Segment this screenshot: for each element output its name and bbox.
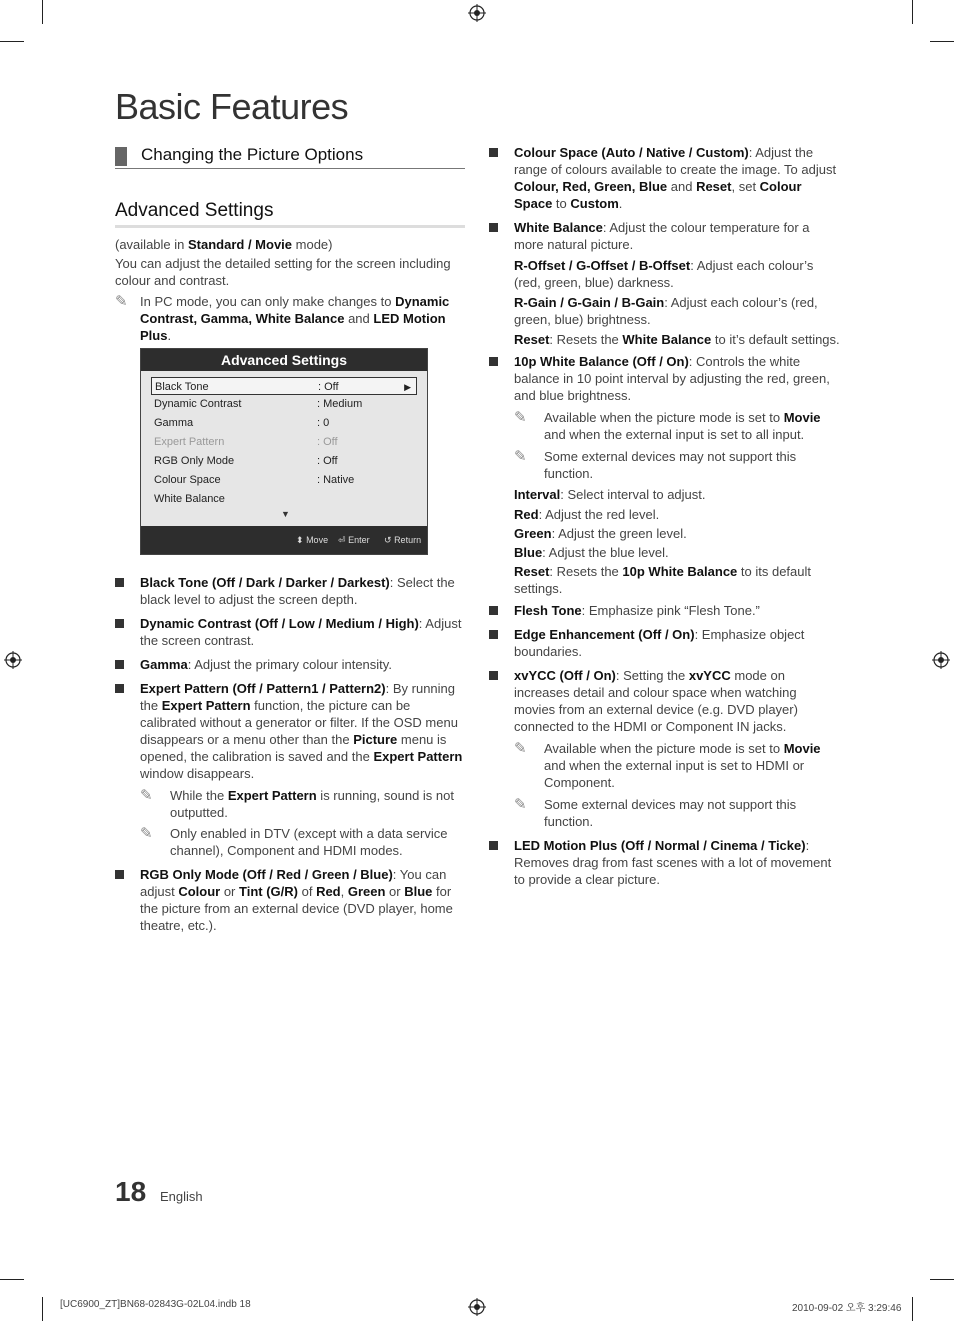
osd-menu — [140, 348, 428, 555]
list-item-dynamic-contrast — [115, 615, 465, 649]
section-title: Changing the Picture Options — [141, 145, 364, 164]
text-bold: Expert Pattern — [161, 698, 251, 713]
text: Only enabled in DTV (except with a data service channel), Component and HDMI modes. — [170, 826, 448, 858]
text-bold: Tint (G/R) — [239, 884, 298, 899]
page-number: 18 — [115, 1176, 147, 1207]
text-bold: R-Offset / G-Offset / B-Offset — [514, 258, 691, 273]
osd-title: Advanced Settings — [141, 349, 427, 371]
text: . — [618, 196, 623, 211]
text: to its default settings. — [514, 564, 811, 596]
text: of — [297, 884, 317, 899]
bullet-square-icon — [115, 684, 124, 693]
item-title: Colour Space (Auto / Native / Custom) — [514, 145, 749, 160]
text: , — [340, 884, 348, 899]
wb-reset — [489, 331, 841, 348]
text: : Adjust the blue level. — [542, 545, 669, 560]
osd-row-label: Dynamic Contrast — [154, 398, 242, 410]
text-bold: Movie — [783, 741, 821, 756]
osd-row-black-tone[interactable] — [151, 377, 417, 395]
xvycc-note-2 — [514, 796, 841, 830]
text: : Resets the — [549, 332, 623, 347]
text-bold: Colour Space — [514, 179, 802, 211]
item-title: Dynamic Contrast (Off / Low / Medium / High) — [140, 616, 419, 631]
text-bold: Interval — [514, 487, 561, 502]
list-item-expert-pattern — [115, 680, 465, 782]
text-bold: Expert Pattern — [373, 749, 463, 764]
expert-pattern-note-1 — [140, 787, 465, 821]
text: While the — [170, 788, 228, 803]
text: mode on increases detail and colour space when watching movies from an external device (e.g. DVD player) connected to the HDMI or Component IN jacks. — [514, 668, 798, 734]
text-bold: Dynamic Contrast, Gamma, White Balance — [140, 294, 450, 326]
list-item-10p-white-balance — [489, 353, 841, 404]
crop-mark — [42, 1297, 43, 1321]
list-item-black-tone — [115, 574, 465, 608]
text: : Setting the — [615, 668, 689, 683]
wb10p-interval — [489, 486, 841, 503]
page-title: Basic Features — [115, 86, 349, 127]
text-bold: LED Motion Plus — [140, 311, 446, 343]
enter-hint — [338, 535, 370, 546]
osd-row-rgb-only-mode[interactable] — [151, 452, 417, 470]
text: to it’s default settings. — [711, 332, 840, 347]
registration-mark-icon — [932, 651, 950, 669]
item-title: xvYCC (Off / On) — [514, 668, 616, 683]
item-text: : Select the black level to adjust the screen depth. — [140, 575, 455, 607]
text-bold: Blue — [514, 545, 543, 560]
osd-row-label: Expert Pattern — [154, 436, 225, 448]
wb10p-red — [489, 506, 841, 523]
crop-mark — [0, 1279, 24, 1280]
osd-row-colour-space[interactable] — [151, 471, 417, 489]
wb10p-blue — [489, 544, 841, 561]
text: and when the external input is set to HDMI or Component. — [544, 758, 805, 790]
bullet-square-icon — [489, 671, 498, 680]
text-bold: Red — [316, 884, 341, 899]
osd-row-label: Colour Space — [154, 474, 221, 486]
osd-row-white-balance[interactable] — [151, 490, 417, 508]
crop-mark — [930, 41, 954, 42]
text: : Resets the — [549, 564, 623, 579]
text: mode) — [292, 237, 333, 252]
move-label: Move — [306, 535, 329, 545]
text: and — [667, 179, 697, 194]
text-bold: Expert Pattern — [227, 788, 317, 803]
text: : Adjust each colour’s (red, green, blue) darkness. — [514, 258, 814, 290]
osd-row-value: : Medium — [317, 398, 363, 410]
osd-row-value: : Off — [317, 436, 338, 448]
text: : By running the — [140, 681, 455, 713]
crop-mark — [0, 41, 24, 42]
bullet-square-icon — [489, 841, 498, 850]
list-item-rgb-only-mode — [115, 866, 465, 934]
updown-arrow-icon: ⬍ — [296, 535, 304, 545]
section-header — [115, 144, 465, 169]
item-title: LED Motion Plus (Off / Normal / Cinema / Ticke) — [514, 838, 806, 853]
wb-offset — [489, 257, 841, 291]
text-bold: Green — [514, 526, 552, 541]
text: or — [385, 884, 405, 899]
text: . — [167, 328, 172, 343]
crop-mark — [930, 1279, 954, 1280]
pc-mode-note — [115, 293, 465, 344]
text: : Adjust the green level. — [551, 526, 687, 541]
item-title: RGB Only Mode (Off / Red / Green / Blue) — [140, 867, 393, 882]
text: : Adjust each colour’s (red, green, blue) brightness. — [514, 295, 818, 327]
pencil-note-icon: ✎ — [514, 740, 527, 757]
expert-pattern-note-2 — [140, 825, 465, 859]
text: : Adjust the red level. — [538, 507, 660, 522]
text-bold: Colour, Red, Green, Blue — [514, 179, 668, 194]
pencil-note-icon: ✎ — [514, 409, 527, 426]
text-bold: Movie — [783, 410, 821, 425]
list-item-edge-enhancement — [489, 626, 841, 660]
item-text: : Emphasize pink “Flesh Tone.” — [581, 603, 760, 618]
return-icon: ↺ — [384, 535, 392, 545]
text-bold: xvYCC — [688, 668, 731, 683]
crop-mark — [42, 0, 43, 24]
text: and when the external input is set to all input. — [544, 427, 805, 442]
osd-footer — [141, 526, 427, 554]
text: Some external devices may not support this function. — [544, 449, 797, 481]
text-bold: Blue — [404, 884, 433, 899]
list-item-gamma — [115, 656, 465, 673]
osd-row-label: White Balance — [154, 493, 225, 505]
item-title: White Balance — [514, 220, 603, 235]
osd-row-dynamic-contrast[interactable] — [151, 395, 417, 413]
text: menu is opened, the calibration is saved and the — [140, 732, 447, 764]
registration-mark-icon — [468, 4, 486, 22]
item-text: : Adjust the screen contrast. — [140, 616, 462, 648]
wb-gain — [489, 294, 841, 328]
pencil-note-icon: ✎ — [140, 787, 153, 804]
text-bold: White Balance — [622, 332, 712, 347]
item-text: : Adjust the colour temperature for a more natural picture. — [514, 220, 810, 252]
bullet-square-icon — [489, 148, 498, 157]
wb10p-note-1 — [514, 409, 841, 443]
wb10p-green — [489, 525, 841, 542]
return-label: Return — [394, 535, 422, 545]
text: Available when the picture mode is set to — [544, 741, 784, 756]
text: and — [344, 311, 374, 326]
item-text: : Adjust the primary colour intensity. — [187, 657, 392, 672]
item-text: : Emphasize object boundaries. — [514, 627, 805, 659]
bullet-square-icon — [489, 606, 498, 615]
availability-text — [115, 236, 465, 253]
right-column — [489, 144, 841, 888]
text: is running, sound is not outputted. — [170, 788, 454, 820]
text: Some external devices may not support this function. — [544, 797, 797, 829]
text: : Select interval to adjust. — [560, 487, 706, 502]
osd-row-gamma[interactable] — [151, 414, 417, 432]
osd-row-value: : Native — [317, 474, 355, 486]
return-hint — [384, 535, 421, 546]
text: or — [220, 884, 239, 899]
item-title: Expert Pattern (Off / Pattern1 / Pattern2) — [140, 681, 386, 696]
move-hint — [296, 535, 328, 546]
item-title: Gamma — [140, 657, 188, 672]
text-bold: Colour — [178, 884, 221, 899]
bullet-square-icon — [115, 619, 124, 628]
text-bold: Picture — [353, 732, 398, 747]
left-items — [115, 574, 465, 934]
bullet-square-icon — [115, 660, 124, 669]
text: Available when the picture mode is set to — [544, 410, 784, 425]
pencil-note-icon: ✎ — [514, 448, 527, 465]
bullet-square-icon — [489, 630, 498, 639]
registration-mark-icon — [4, 651, 22, 669]
enter-label: Enter — [348, 535, 370, 545]
crop-mark — [912, 0, 913, 24]
osd-row-label: Black Tone — [155, 381, 209, 393]
item-text: : Removes drag from fast scenes with a lot of movement to provide a clear picture. — [514, 838, 832, 887]
text: function, the picture can be calibrated without a generator or filter. If the OSD menu disappears or a menu other than the — [140, 698, 458, 747]
left-column — [115, 144, 465, 344]
text: to — [552, 196, 571, 211]
wb10p-note-2 — [514, 448, 841, 482]
pencil-note-icon: ✎ — [514, 796, 527, 813]
text: : Adjust the range of colours available to create the image. To adjust — [514, 145, 837, 177]
text: (available in — [115, 237, 188, 252]
intro-description: You can adjust the detailed setting for the screen including colour and contrast. — [115, 256, 451, 288]
bullet-square-icon — [489, 357, 498, 366]
print-timestamp: 2010-09-02 오후 3:29:46 — [792, 1303, 902, 1314]
osd-row-value: : Off — [317, 455, 338, 467]
item-title: Black Tone (Off / Dark / Darker / Darkest) — [140, 575, 390, 590]
text: for the picture from an external device (DVD player, home theatre, etc.). — [140, 884, 453, 933]
item-title: 10p White Balance (Off / On) — [514, 354, 689, 369]
crop-mark — [912, 1297, 913, 1321]
bullet-square-icon — [115, 578, 124, 587]
text: : You can adjust — [140, 867, 447, 899]
item-title: Edge Enhancement (Off / On) — [514, 627, 695, 642]
wb10p-reset — [489, 563, 841, 597]
list-item-colour-space — [489, 144, 841, 212]
bullet-square-icon — [489, 223, 498, 232]
list-item-flesh-tone — [489, 602, 841, 619]
text: , set — [731, 179, 760, 194]
item-text: : Controls the white balance in 10 point interval by adjusting the red, green, and blue brightness. — [514, 354, 830, 403]
list-item-white-balance — [489, 219, 841, 253]
text-bold: R-Gain / G-Gain / B-Gain — [514, 295, 665, 310]
subsection-title: Advanced Settings — [115, 199, 465, 228]
page-language: English — [160, 1189, 203, 1204]
bullet-square-icon — [115, 870, 124, 879]
text-bold: Red — [514, 507, 539, 522]
file-info: [UC6900_ZT]BN68-02843G-02L04.indb 18 — [60, 1299, 251, 1310]
list-item-xvycc — [489, 667, 841, 735]
text-bold: Reset — [696, 179, 732, 194]
text-bold: Standard / Movie — [188, 237, 293, 252]
text-bold: Green — [347, 884, 386, 899]
osd-row-label: RGB Only Mode — [154, 455, 235, 467]
item-title: Flesh Tone — [514, 603, 582, 618]
text: window disappears. — [140, 766, 255, 781]
osd-row-value: : Off — [318, 381, 339, 393]
enter-icon: ⏎ — [338, 535, 346, 545]
text: In PC mode, you can only make changes to — [140, 294, 396, 309]
osd-row-expert-pattern[interactable] — [151, 433, 417, 451]
pencil-note-icon: ✎ — [140, 825, 153, 842]
text-bold: Reset — [514, 332, 550, 347]
osd-row-value: : 0 — [317, 417, 330, 429]
xvycc-note-1 — [514, 740, 841, 791]
text-bold: Reset — [514, 564, 550, 579]
list-item-led-motion-plus — [489, 837, 841, 888]
scroll-down-icon[interactable]: ▼ — [281, 509, 290, 519]
registration-mark-icon — [468, 1298, 486, 1316]
arrow-right-icon: ▶ — [404, 382, 411, 392]
text-bold: Custom — [570, 196, 619, 211]
osd-row-label: Gamma — [154, 417, 194, 429]
section-bar-icon — [115, 147, 127, 166]
text-bold: 10p White Balance — [622, 564, 738, 579]
pencil-note-icon: ✎ — [115, 293, 128, 310]
